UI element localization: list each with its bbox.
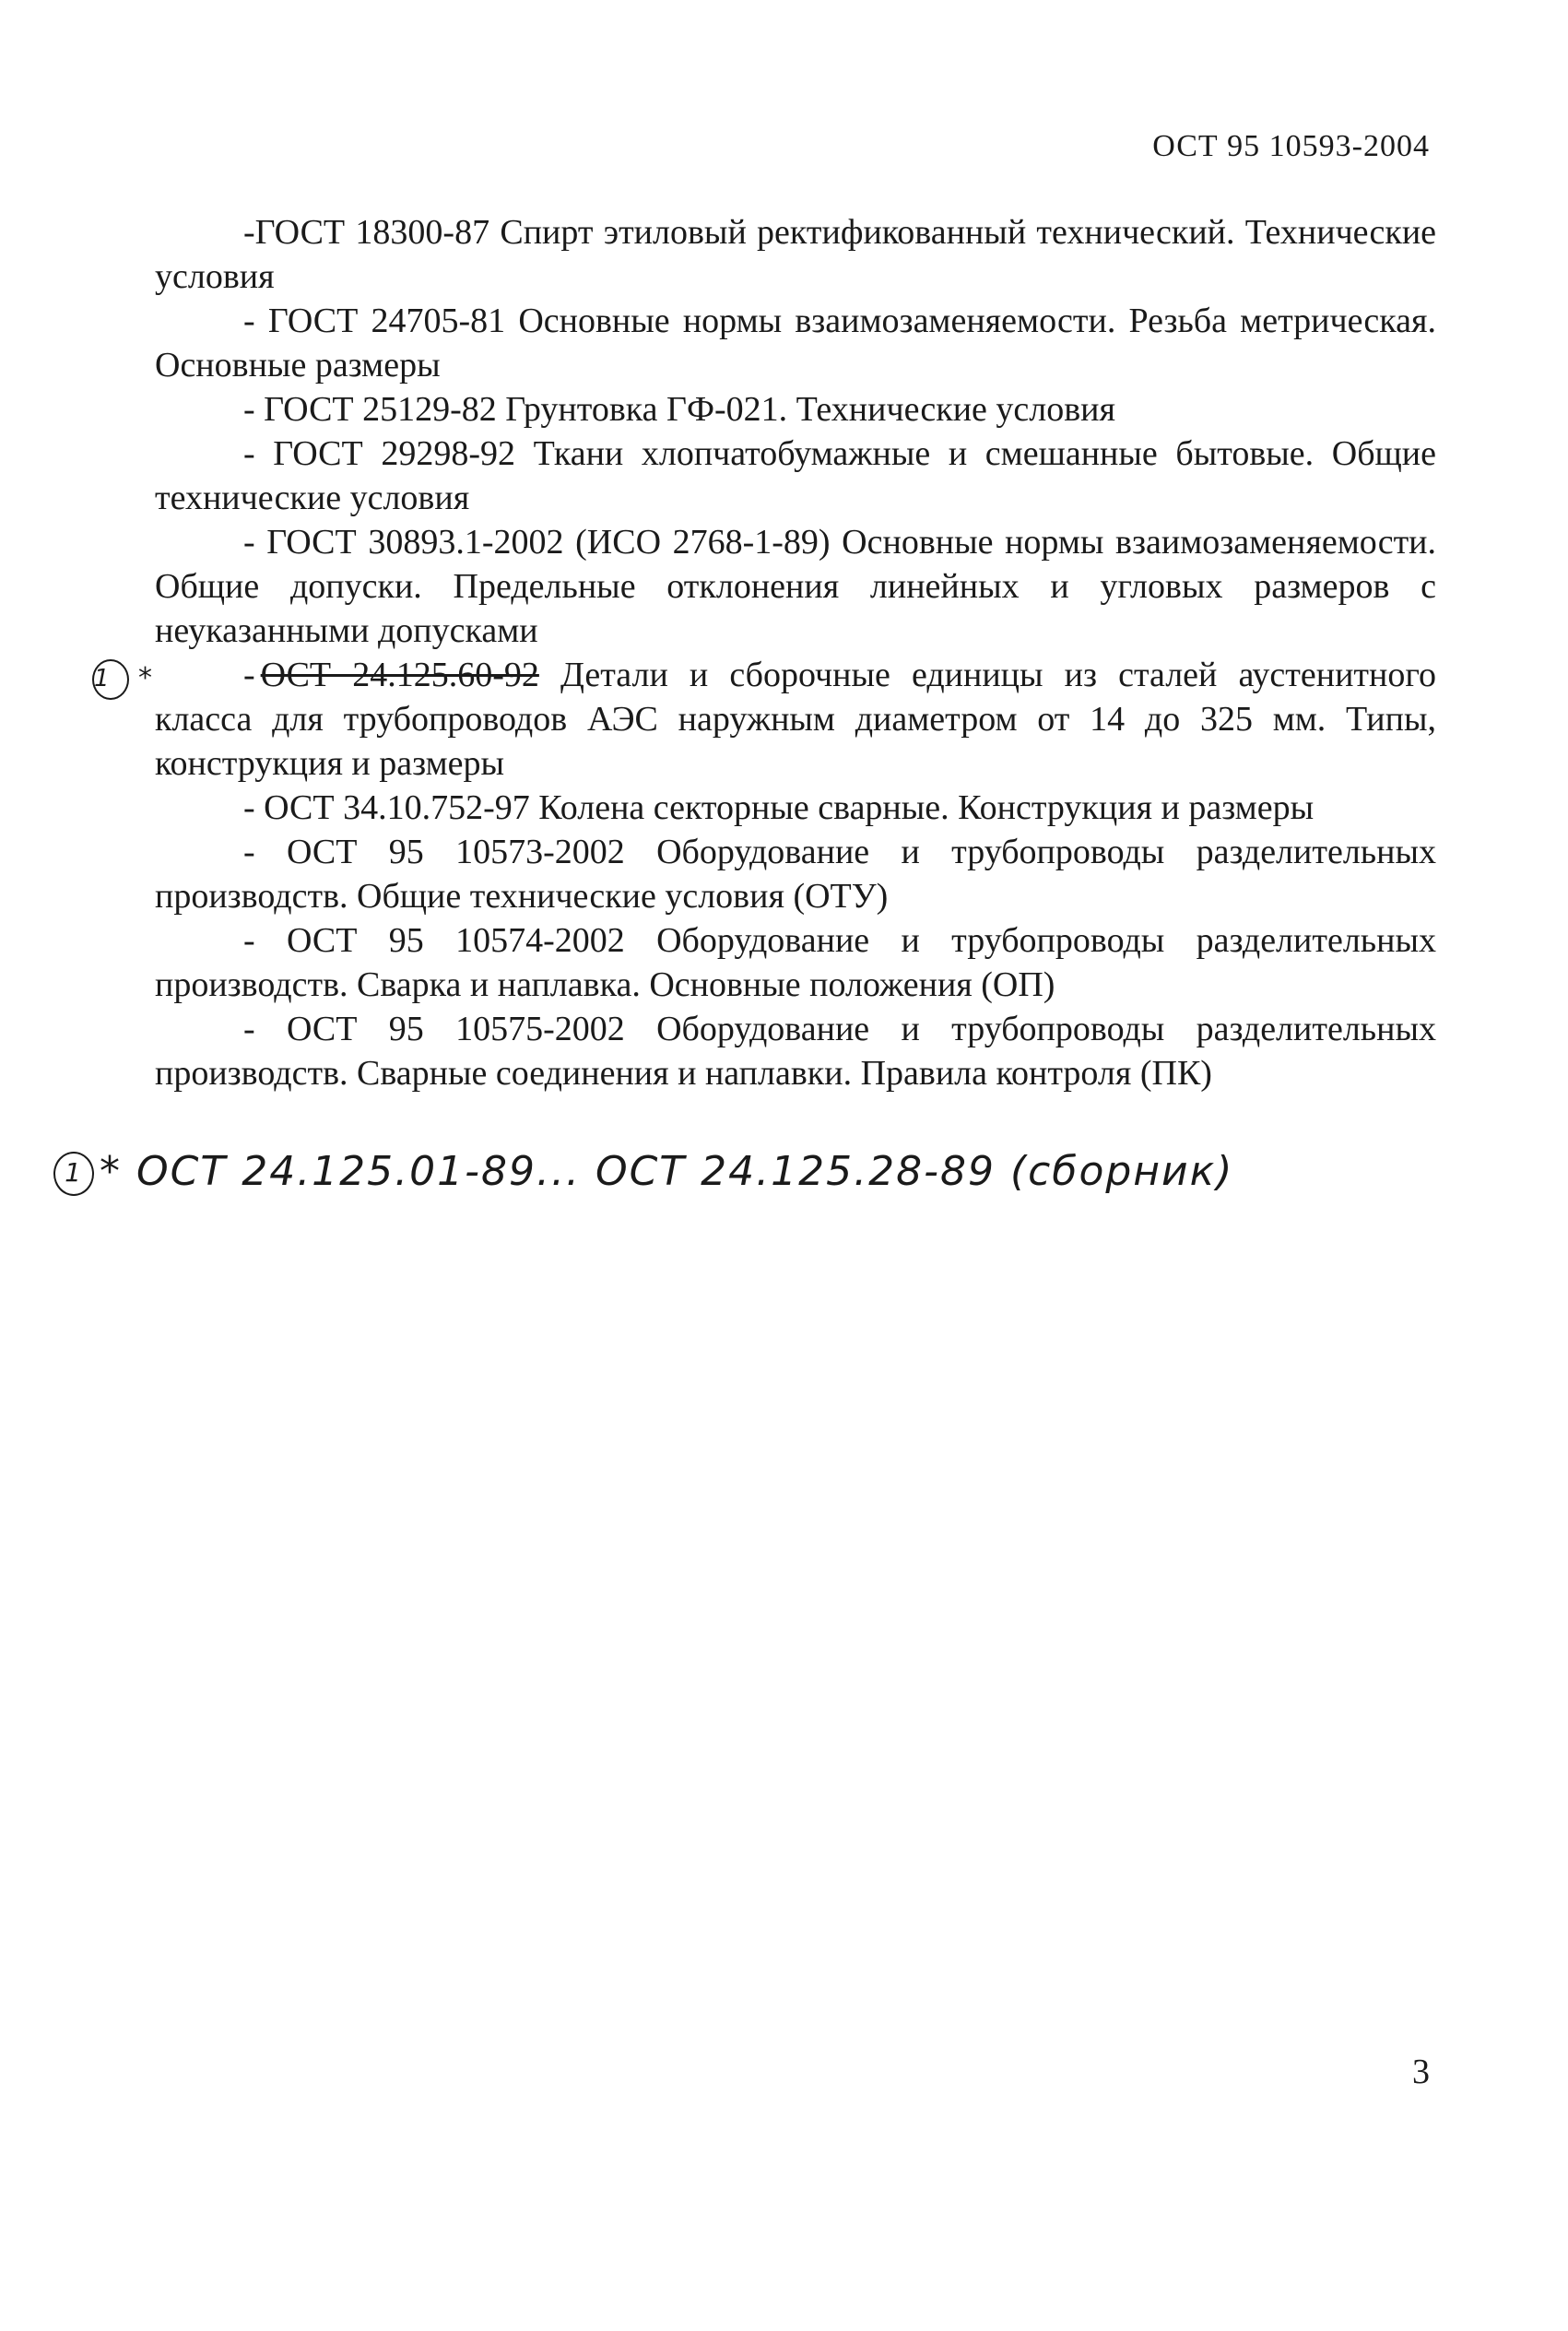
amendment-margin-note [92,657,152,701]
reference-entry [155,1007,1436,1095]
reference-code: - ГОСТ 30893.1-2002 [243,523,564,562]
reference-title: Оборудование и трубопроводы разделительных производств. Сварка и наплавка. Основные положения (ОП) [155,921,1436,1004]
reference-dash: - [243,656,255,694]
handwritten-note-text: * ОСТ 24.125.01-89... ОСТ 24.125.28-89 (сборник) [100,1148,1234,1195]
reference-title: Грунтовка ГФ-021. Технические условия [505,390,1115,429]
reference-entry [155,520,1436,653]
reference-title: Ткани хлопчатобумажные и смешанные бытовые. Общие технические условия [155,434,1437,517]
reference-entry-amended [94,653,1437,786]
reference-title: Детали и сборочные единицы из сталей аустенитного класса для трубопроводов АЭС наружным диаметром от 14 до 325 мм. Типы, конструкция и размеры [155,656,1437,783]
asterisk-mark: * [138,662,152,694]
reference-code: - ОСТ 95 10575-2002 [243,1010,625,1048]
reference-code: - ГОСТ 25129-82 [243,390,497,429]
reference-entry [155,387,1436,432]
reference-entry [155,432,1436,520]
reference-code: - ГОСТ 24705-81 [243,302,506,340]
handwritten-amendment-note [53,1148,1233,1196]
reference-entry [155,830,1436,918]
struck-reference-code: ОСТ 24.125.60-92 [260,656,539,694]
reference-code: - ГОСТ 29298-92 [243,434,515,473]
reference-list [94,210,1437,1095]
reference-title: Оборудование и трубопроводы разделительных производств. Сварные соединения и наплавки. Правила контроля (ПК) [155,1010,1436,1093]
reference-title: Спирт этиловый ректификованный технический. Технические условия [155,213,1437,296]
reference-entry [155,918,1436,1007]
reference-code: - ОСТ 34.10.752-97 [243,788,530,827]
reference-code: - ОСТ 95 10573-2002 [243,833,625,871]
reference-title: (ИСО 2768-1-89) Основные нормы взаимозаменяемости. Общие допуски. Предельные отклонения линейных и угловых размеров с неуказанными допусками [155,523,1437,650]
page-number: 3 [1412,2053,1430,2091]
reference-entry [155,786,1436,830]
reference-entry [155,299,1436,387]
document-code-header: ОСТ 95 10593-2004 [1152,129,1430,163]
amendment-number-circle: 1 [53,1152,94,1196]
reference-title: Оборудование и трубопроводы разделительных производств. Общие технические условия (ОТУ) [155,833,1436,916]
reference-entry [155,210,1436,299]
reference-code: - ОСТ 95 10574-2002 [243,921,625,960]
reference-title: Колена секторные сварные. Конструкция и размеры [538,788,1315,827]
reference-title: Основные нормы взаимозаменяемости. Резьба метрическая. Основные размеры [155,302,1437,385]
amendment-number-circle: 1 [92,659,129,700]
reference-code: -ГОСТ 18300-87 [243,213,490,252]
